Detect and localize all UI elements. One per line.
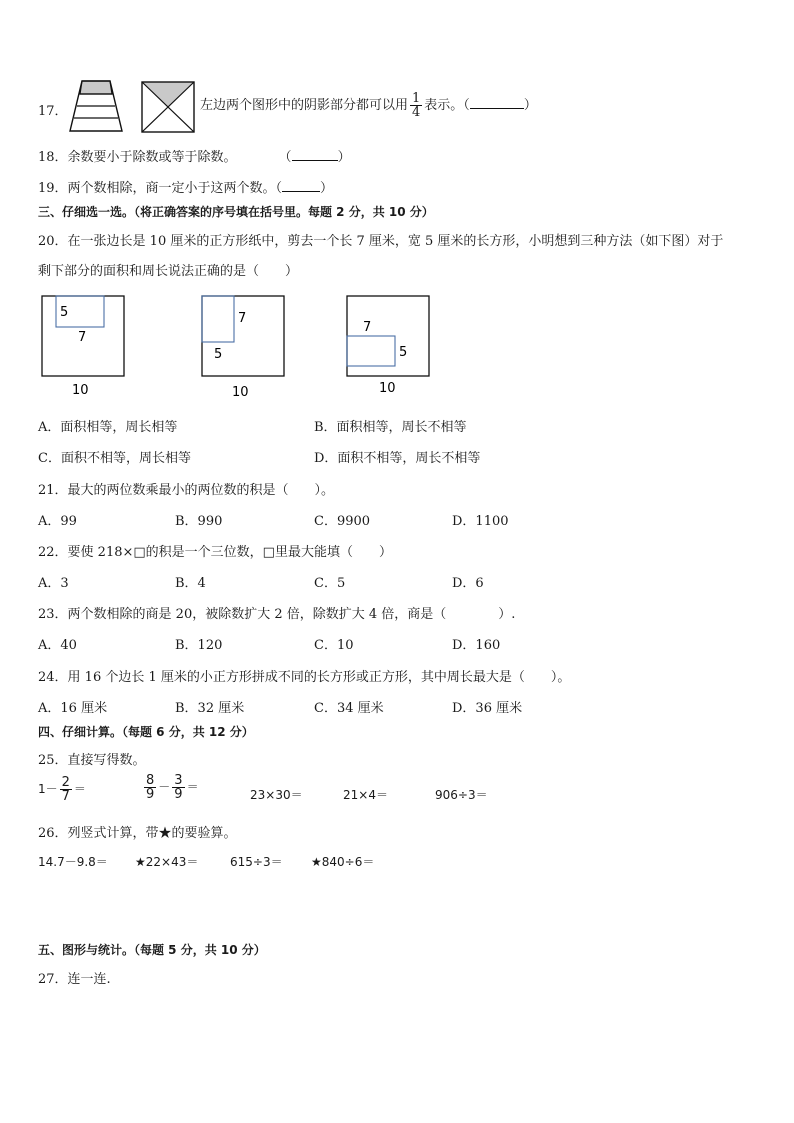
q19-line: 19．两个数相除，商一定小于这两个数。（ ） [38, 181, 334, 196]
q26-expr-4: ★840÷6＝ [311, 855, 375, 869]
q17-text: 左边两个图形中的阴影部分都可以用 [200, 98, 409, 113]
q22-option-c[interactable]: C．5 [314, 576, 346, 591]
q22-text: 22．要使 218×□的积是一个三位数，□里最大能填（ ） [38, 545, 392, 560]
q17-fraction: $\frac{1}{4}$ [412, 91, 421, 120]
q24-option-d[interactable]: D．36 厘米 [452, 701, 523, 716]
q20-option-d[interactable]: D．面积不相等，周长不相等 [314, 451, 481, 466]
q25-expr-1: 1－ $\frac{2}{7}$ ＝ [38, 775, 86, 804]
q23-text: 23．两个数相除的商是 20，被除数扩大 2 倍，除数扩大 4 倍，商是（ ）. [38, 607, 516, 622]
q22-option-a[interactable]: A．3 [38, 576, 69, 591]
q23-option-d[interactable]: D．160 [452, 638, 501, 653]
q26-expr-2: ★22×43＝ [135, 855, 199, 869]
q17-trapezoid-figure [68, 78, 126, 134]
q24-option-c[interactable]: C．34 厘米 [314, 701, 384, 716]
q20-figure-1 [40, 294, 128, 398]
q21-option-a[interactable]: A．99 [38, 514, 77, 529]
q17-number: 17． [38, 104, 68, 119]
q26-expr-1: 14.7－9.8＝ [38, 855, 108, 869]
q25-expr-5: 906÷3＝ [435, 788, 488, 802]
q23-option-a[interactable]: A．40 [38, 638, 77, 653]
q19-answer-blank[interactable] [282, 179, 320, 192]
q21-text: 21．最大的两位数乘最小的两位数的积是（ ）。 [38, 483, 335, 498]
q20-fig2-label-b: 5 [214, 347, 223, 362]
q22-option-b[interactable]: B．4 [175, 576, 206, 591]
q24-option-b[interactable]: B．32 厘米 [175, 701, 245, 716]
q20-option-c[interactable]: C．面积不相等，周长相等 [38, 451, 191, 466]
q20-text-line2: 剩下部分的面积和周长说法正确的是（ ） [38, 264, 299, 279]
q23-option-b[interactable]: B．120 [175, 638, 223, 653]
q20-fig3-label-c: 10 [379, 381, 396, 396]
q26-expr-3: 615÷3＝ [230, 855, 283, 869]
q20-fig2-label-c: 10 [232, 385, 249, 398]
section-4-heading: 四、仔细计算。（每题 6 分，共 12 分） [38, 725, 254, 739]
q25-expr-3: 23×30＝ [250, 788, 303, 802]
q21-option-d[interactable]: D．1100 [452, 514, 509, 529]
q20-text-line1: 20．在一张边长是 10 厘米的正方形纸中，剪去一个长 7 厘米，宽 5 厘米的长方形，小明想到三种方法（如下图）对于 [38, 234, 724, 249]
q20-fig1-label-b: 7 [78, 330, 87, 345]
q25-expr-4: 21×4＝ [343, 788, 388, 802]
q19-text: 19．两个数相除，商一定小于这两个数。（ [38, 181, 283, 196]
q21-option-b[interactable]: B．990 [175, 514, 223, 529]
q20-fig1-label-a: 5 [60, 305, 69, 320]
q24-option-a[interactable]: A．16 厘米 [38, 701, 108, 716]
q26-text: 26．列竖式计算，带★的要验算。 [38, 826, 237, 841]
q25-expr-2: $\frac{8}{9}$ － $\frac{3}{9}$ ＝ [146, 773, 199, 802]
q23-option-c[interactable]: C．10 [314, 638, 354, 653]
q20-option-a[interactable]: A．面积相等，周长相等 [38, 420, 178, 435]
q21-option-c[interactable]: C．9900 [314, 514, 371, 529]
q18-text: 18．余数要小于除数或等于除数。 [38, 150, 237, 165]
q20-fig3-label-b: 5 [399, 345, 408, 360]
q24-text: 24．用 16 个边长 1 厘米的小正方形拼成不同的长方形或正方形，其中周长最大是（ ）。 [38, 670, 571, 685]
q18-line: 18．余数要小于除数或等于除数。 （ ） [38, 150, 351, 165]
q22-option-d[interactable]: D．6 [452, 576, 484, 591]
q17-answer-blank[interactable] [470, 96, 524, 109]
q27-text: 27．连一连. [38, 972, 111, 987]
q20-figure-2 [200, 294, 288, 398]
section-3-heading: 三、仔细选一选。（将正确答案的序号填在括号里。每题 2 分，共 10 分） [38, 205, 434, 219]
section-5-heading: 五、图形与统计。（每题 5 分，共 10 分） [38, 943, 266, 957]
q20-fig3-label-a: 7 [363, 320, 372, 335]
q25-text: 25．直接写得数。 [38, 753, 146, 768]
q18-answer-blank[interactable] [292, 148, 338, 161]
q20-option-b[interactable]: B．面积相等，周长不相等 [314, 420, 467, 435]
q20-fig1-label-c: 10 [72, 383, 89, 398]
q20-fig2-label-a: 7 [238, 311, 247, 326]
q17-square-figure [140, 80, 196, 134]
q17-text-line: 左边两个图形中的阴影部分都可以用 $\frac{1}{4}$ 表示。（ ） [200, 91, 537, 120]
q20-figure-3 [345, 294, 433, 398]
